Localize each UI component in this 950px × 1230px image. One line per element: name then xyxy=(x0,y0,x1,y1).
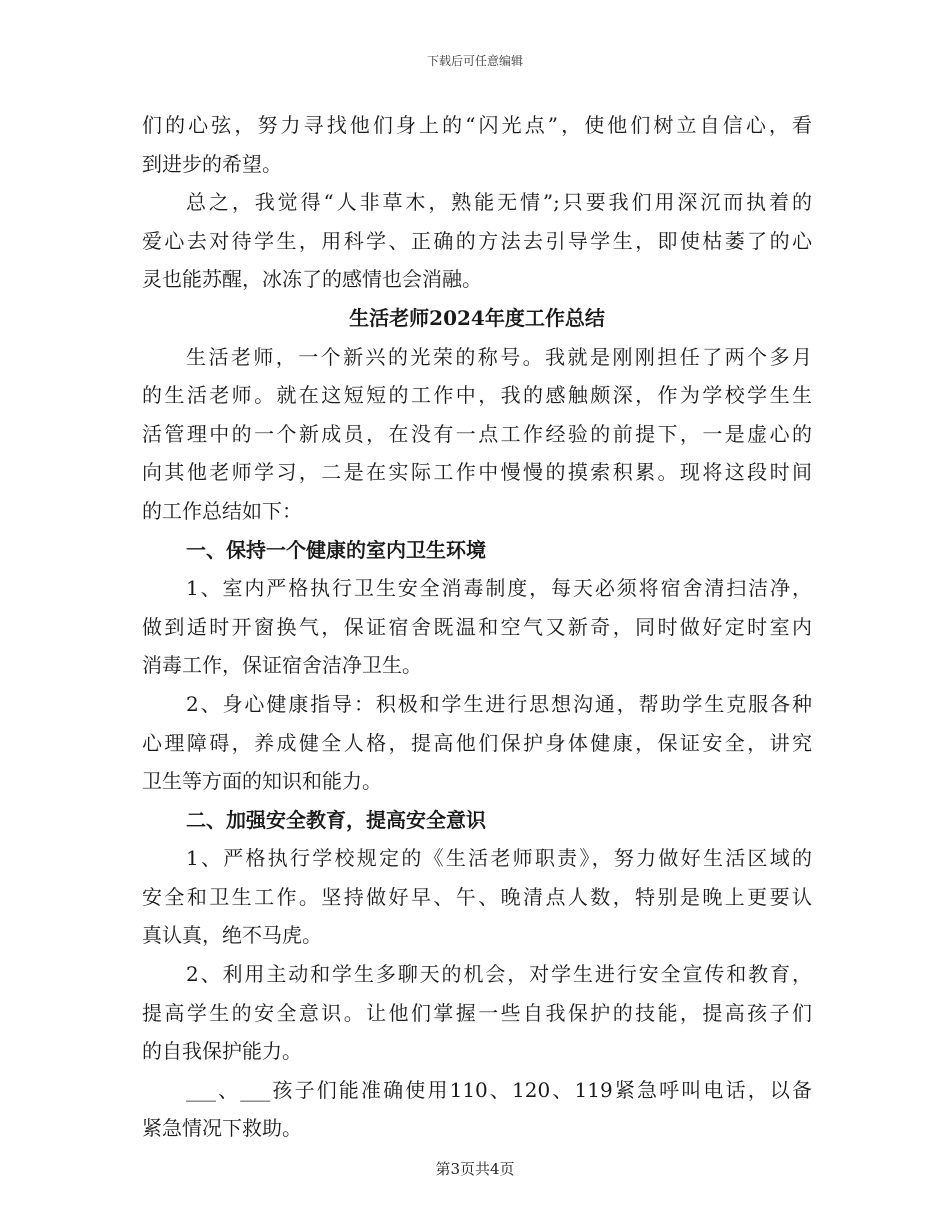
paragraph-line: 们的心弦，努力寻找他们身上的“闪光点”，使他们树立自信心，看 xyxy=(142,113,812,137)
paragraph-line: 灵也能苏醒，冰冻了的感情也会消融。 xyxy=(142,267,482,292)
section-heading: 一、保持一个健康的室内卫生环境 xyxy=(186,537,486,562)
paragraph-line: 消毒工作，保证宿舍洁净卫生。 xyxy=(142,653,422,678)
paragraph-line: 的自我保护能力。 xyxy=(142,1039,302,1064)
paragraph-line: 2、身心健康指导：积极和学生进行思想沟通，帮助学生克服各种 xyxy=(186,691,812,716)
page-header: 下载后可任意编辑 xyxy=(426,54,523,68)
paragraph-line: 向其他老师学习，二是在实际工作中慢慢的摸索积累。现将这段时间 xyxy=(142,460,812,485)
paragraph-line: 心理障碍，养成健全人格，提高他们保护身体健康，保证安全，讲究 xyxy=(142,730,812,755)
document-title: 生活老师2024年度工作总结 xyxy=(349,305,605,330)
page-footer: 第3页共4页 xyxy=(435,1160,515,1178)
paragraph-line: 卫生等方面的知识和能力。 xyxy=(142,769,382,794)
paragraph-line: 总之，我觉得“人非草木，熟能无情”;只要我们用深沉而执着的 xyxy=(186,190,812,215)
paragraph-line: 的工作总结如下： xyxy=(142,498,302,523)
section-heading: 二、加强安全教育，提高安全意识 xyxy=(186,807,486,832)
paragraph-line: ___、___孩子们能准确使用110、120、119紧急呼叫电话，以备 xyxy=(186,1077,812,1102)
paragraph-line: 安全和卫生工作。坚持做好早、午、晚清点人数，特别是晚上更要认 xyxy=(142,884,812,909)
paragraph-line: 的生活老师。就在这短短的工作中，我的感触颇深，作为学校学生生 xyxy=(142,383,812,408)
paragraph-line: 提高学生的安全意识。让他们掌握一些自我保护的技能，提高孩子们 xyxy=(142,1000,812,1025)
paragraph-line: 到进步的希望。 xyxy=(142,151,282,176)
paragraph-line: 紧急情况下救助。 xyxy=(142,1116,302,1141)
paragraph-line: 生活老师，一个新兴的光荣的称号。我就是刚刚担任了两个多月 xyxy=(186,344,812,369)
paragraph-line: 做到适时开窗换气，保证宿舍既温和空气又新奇，同时做好定时室内 xyxy=(142,614,812,639)
paragraph-line: 2、利用主动和学生多聊天的机会，对学生进行安全宣传和教育， xyxy=(186,962,812,987)
paragraph-line: 1、严格执行学校规定的《生活老师职责》，努力做好生活区域的 xyxy=(186,846,812,871)
paragraph-line: 爱心去对待学生，用科学、正确的方法去引导学生，即使枯萎了的心 xyxy=(142,228,812,253)
document-body xyxy=(142,106,812,1148)
paragraph-line: 活管理中的一个新成员，在没有一点工作经验的前提下，一是虚心的 xyxy=(142,421,812,446)
paragraph-line: 真认真，绝不马虎。 xyxy=(142,923,322,948)
paragraph-line: 1、室内严格执行卫生安全消毒制度，每天必须将宿舍清扫洁净， xyxy=(186,576,812,601)
